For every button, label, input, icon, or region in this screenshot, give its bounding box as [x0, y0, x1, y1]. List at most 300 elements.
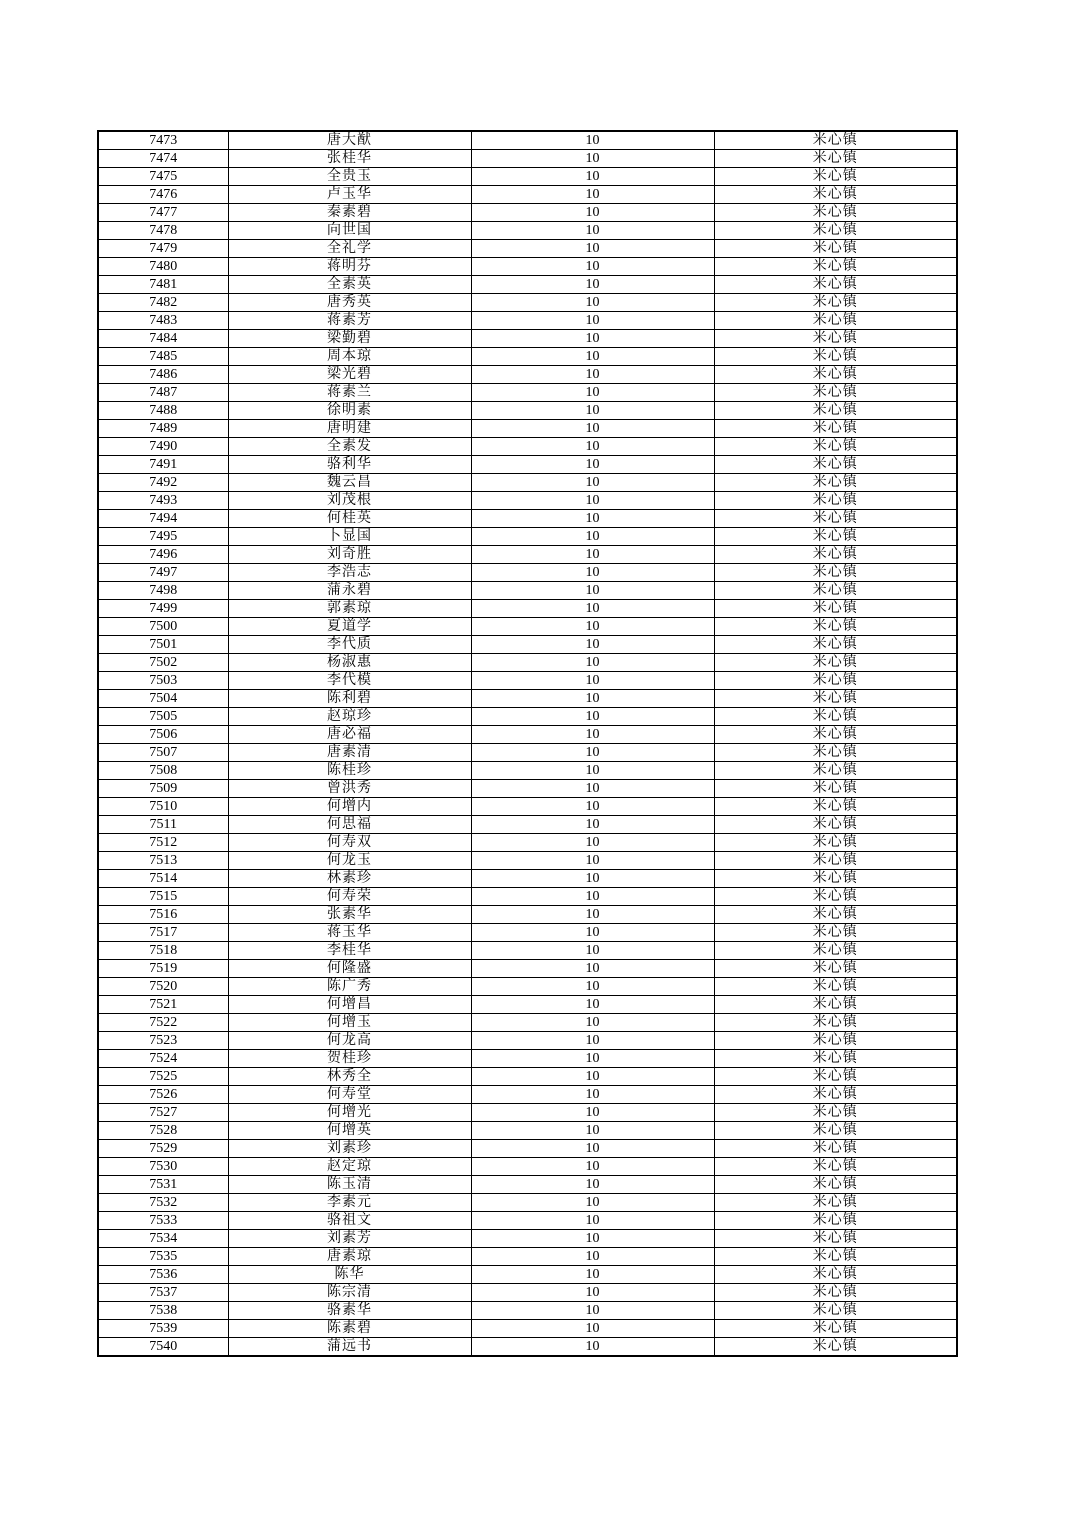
table-row: [98, 420, 957, 438]
town-cell: 米心镇: [714, 1140, 957, 1158]
name-cell: 卜显国: [228, 528, 471, 546]
amount-cell: 10: [471, 582, 714, 600]
name-cell: 何寿堂: [228, 1086, 471, 1104]
table-row: [98, 798, 957, 816]
table-row: [98, 240, 957, 258]
table-row: [98, 348, 957, 366]
amount-cell: 10: [471, 546, 714, 564]
amount-cell: 10: [471, 1104, 714, 1122]
town-cell: 米心镇: [714, 348, 957, 366]
amount-cell: 10: [471, 888, 714, 906]
town-cell: 米心镇: [714, 960, 957, 978]
table-row: [98, 780, 957, 798]
row-number-cell: 7504: [98, 690, 228, 708]
name-cell: 刘茂根: [228, 492, 471, 510]
row-number-cell: 7523: [98, 1032, 228, 1050]
amount-cell: 10: [471, 996, 714, 1014]
town-cell: 米心镇: [714, 131, 957, 150]
row-number-cell: 7484: [98, 330, 228, 348]
amount-cell: 10: [471, 276, 714, 294]
name-cell: 刘素珍: [228, 1140, 471, 1158]
row-number-cell: 7515: [98, 888, 228, 906]
amount-cell: 10: [471, 1212, 714, 1230]
row-number-cell: 7511: [98, 816, 228, 834]
amount-cell: 10: [471, 942, 714, 960]
name-cell: 刘奇胜: [228, 546, 471, 564]
name-cell: 张桂华: [228, 150, 471, 168]
name-cell: 何增昌: [228, 996, 471, 1014]
amount-cell: 10: [471, 1140, 714, 1158]
name-cell: 何桂英: [228, 510, 471, 528]
name-cell: 何寿双: [228, 834, 471, 852]
town-cell: 米心镇: [714, 240, 957, 258]
amount-cell: 10: [471, 780, 714, 798]
row-number-cell: 7516: [98, 906, 228, 924]
town-cell: 米心镇: [714, 420, 957, 438]
table-row: [98, 672, 957, 690]
table-row: [98, 1320, 957, 1338]
table-row: [98, 1302, 957, 1320]
name-cell: 骆素华: [228, 1302, 471, 1320]
row-number-cell: 7490: [98, 438, 228, 456]
name-cell: 魏云昌: [228, 474, 471, 492]
town-cell: 米心镇: [714, 744, 957, 762]
amount-cell: 10: [471, 636, 714, 654]
town-cell: 米心镇: [714, 780, 957, 798]
name-cell: 李代模: [228, 672, 471, 690]
amount-cell: 10: [471, 402, 714, 420]
amount-cell: 10: [471, 1086, 714, 1104]
row-number-cell: 7492: [98, 474, 228, 492]
town-cell: 米心镇: [714, 834, 957, 852]
table-row: [98, 1194, 957, 1212]
table-row: [98, 1104, 957, 1122]
table-row: [98, 438, 957, 456]
town-cell: 米心镇: [714, 1068, 957, 1086]
amount-cell: 10: [471, 312, 714, 330]
amount-cell: 10: [471, 978, 714, 996]
table-row: [98, 510, 957, 528]
name-cell: 李浩志: [228, 564, 471, 582]
amount-cell: 10: [471, 672, 714, 690]
amount-cell: 10: [471, 924, 714, 942]
table-row: [98, 726, 957, 744]
town-cell: 米心镇: [714, 1122, 957, 1140]
row-number-cell: 7507: [98, 744, 228, 762]
row-number-cell: 7503: [98, 672, 228, 690]
name-cell: 李代质: [228, 636, 471, 654]
table-row: [98, 816, 957, 834]
name-cell: 何龙玉: [228, 852, 471, 870]
table-row: [98, 960, 957, 978]
town-cell: 米心镇: [714, 636, 957, 654]
name-cell: 陈华: [228, 1266, 471, 1284]
town-cell: 米心镇: [714, 150, 957, 168]
table-row: [98, 456, 957, 474]
table-row: [98, 1140, 957, 1158]
table-row: [98, 1338, 957, 1357]
town-cell: 米心镇: [714, 906, 957, 924]
row-number-cell: 7517: [98, 924, 228, 942]
amount-cell: 10: [471, 1266, 714, 1284]
row-number-cell: 7483: [98, 312, 228, 330]
town-cell: 米心镇: [714, 672, 957, 690]
town-cell: 米心镇: [714, 456, 957, 474]
amount-cell: 10: [471, 762, 714, 780]
name-cell: 陈广秀: [228, 978, 471, 996]
amount-cell: 10: [471, 834, 714, 852]
town-cell: 米心镇: [714, 600, 957, 618]
amount-cell: 10: [471, 1248, 714, 1266]
row-number-cell: 7485: [98, 348, 228, 366]
row-number-cell: 7497: [98, 564, 228, 582]
town-cell: 米心镇: [714, 546, 957, 564]
table-row: [98, 888, 957, 906]
row-number-cell: 7506: [98, 726, 228, 744]
row-number-cell: 7531: [98, 1176, 228, 1194]
table-row: [98, 1176, 957, 1194]
name-cell: 全贵玉: [228, 168, 471, 186]
amount-cell: 10: [471, 744, 714, 762]
town-cell: 米心镇: [714, 1176, 957, 1194]
table-row: [98, 474, 957, 492]
amount-cell: 10: [471, 870, 714, 888]
row-number-cell: 7522: [98, 1014, 228, 1032]
name-cell: 蒋素芳: [228, 312, 471, 330]
town-cell: 米心镇: [714, 618, 957, 636]
table-row: [98, 222, 957, 240]
town-cell: 米心镇: [714, 384, 957, 402]
table-row: [98, 1086, 957, 1104]
table-row: [98, 708, 957, 726]
amount-cell: 10: [471, 240, 714, 258]
town-cell: 米心镇: [714, 1014, 957, 1032]
town-cell: 米心镇: [714, 330, 957, 348]
row-number-cell: 7479: [98, 240, 228, 258]
table-row: [98, 870, 957, 888]
name-cell: 蒲永碧: [228, 582, 471, 600]
town-cell: 米心镇: [714, 222, 957, 240]
town-cell: 米心镇: [714, 168, 957, 186]
row-number-cell: 7528: [98, 1122, 228, 1140]
amount-cell: 10: [471, 1068, 714, 1086]
town-cell: 米心镇: [714, 816, 957, 834]
row-number-cell: 7477: [98, 204, 228, 222]
row-number-cell: 7518: [98, 942, 228, 960]
row-number-cell: 7538: [98, 1302, 228, 1320]
row-number-cell: 7481: [98, 276, 228, 294]
amount-cell: 10: [471, 131, 714, 150]
row-number-cell: 7509: [98, 780, 228, 798]
amount-cell: 10: [471, 600, 714, 618]
name-cell: 秦素碧: [228, 204, 471, 222]
table-row: [98, 258, 957, 276]
name-cell: 全素发: [228, 438, 471, 456]
row-number-cell: 7536: [98, 1266, 228, 1284]
town-cell: 米心镇: [714, 1320, 957, 1338]
table-row: [98, 600, 957, 618]
amount-cell: 10: [471, 798, 714, 816]
name-cell: 何增光: [228, 1104, 471, 1122]
amount-cell: 10: [471, 510, 714, 528]
town-cell: 米心镇: [714, 204, 957, 222]
town-cell: 米心镇: [714, 1194, 957, 1212]
town-cell: 米心镇: [714, 510, 957, 528]
table-row: [98, 186, 957, 204]
amount-cell: 10: [471, 492, 714, 510]
name-cell: 李素元: [228, 1194, 471, 1212]
amount-cell: 10: [471, 906, 714, 924]
name-cell: 林秀全: [228, 1068, 471, 1086]
amount-cell: 10: [471, 1158, 714, 1176]
row-number-cell: 7540: [98, 1338, 228, 1357]
row-number-cell: 7521: [98, 996, 228, 1014]
amount-cell: 10: [471, 150, 714, 168]
name-cell: 蒋玉华: [228, 924, 471, 942]
row-number-cell: 7473: [98, 131, 228, 150]
town-cell: 米心镇: [714, 1230, 957, 1248]
amount-cell: 10: [471, 420, 714, 438]
row-number-cell: 7482: [98, 294, 228, 312]
name-cell: 何增玉: [228, 1014, 471, 1032]
name-cell: 全素英: [228, 276, 471, 294]
name-cell: 徐明素: [228, 402, 471, 420]
amount-cell: 10: [471, 1194, 714, 1212]
table-row: [98, 924, 957, 942]
town-cell: 米心镇: [714, 852, 957, 870]
row-number-cell: 7480: [98, 258, 228, 276]
table-row: [98, 150, 957, 168]
name-cell: 何增英: [228, 1122, 471, 1140]
row-number-cell: 7491: [98, 456, 228, 474]
table-row: [98, 384, 957, 402]
table-row: [98, 1266, 957, 1284]
amount-cell: 10: [471, 1302, 714, 1320]
table-row: [98, 1014, 957, 1032]
table-row: [98, 1248, 957, 1266]
town-cell: 米心镇: [714, 276, 957, 294]
table-row: [98, 744, 957, 762]
amount-cell: 10: [471, 348, 714, 366]
amount-cell: 10: [471, 1338, 714, 1357]
name-cell: 郭素琼: [228, 600, 471, 618]
amount-cell: 10: [471, 384, 714, 402]
table-row: [98, 168, 957, 186]
row-number-cell: 7539: [98, 1320, 228, 1338]
town-cell: 米心镇: [714, 492, 957, 510]
row-number-cell: 7534: [98, 1230, 228, 1248]
amount-cell: 10: [471, 1320, 714, 1338]
town-cell: 米心镇: [714, 1050, 957, 1068]
amount-cell: 10: [471, 258, 714, 276]
row-number-cell: 7530: [98, 1158, 228, 1176]
table-row: [98, 1230, 957, 1248]
table-row: [98, 1158, 957, 1176]
table-row: [98, 834, 957, 852]
table-row: [98, 942, 957, 960]
name-cell: 陈素碧: [228, 1320, 471, 1338]
town-cell: 米心镇: [714, 258, 957, 276]
town-cell: 米心镇: [714, 564, 957, 582]
name-cell: 蒋明芬: [228, 258, 471, 276]
amount-cell: 10: [471, 1284, 714, 1302]
table-row: [98, 402, 957, 420]
name-cell: 唐明建: [228, 420, 471, 438]
amount-cell: 10: [471, 222, 714, 240]
town-cell: 米心镇: [714, 186, 957, 204]
table-row: [98, 1284, 957, 1302]
amount-cell: 10: [471, 960, 714, 978]
row-number-cell: 7493: [98, 492, 228, 510]
amount-cell: 10: [471, 474, 714, 492]
name-cell: 何寿荣: [228, 888, 471, 906]
table-row: [98, 546, 957, 564]
amount-cell: 10: [471, 708, 714, 726]
name-cell: 赵琼珍: [228, 708, 471, 726]
table-row: [98, 366, 957, 384]
row-number-cell: 7529: [98, 1140, 228, 1158]
table-row: [98, 1068, 957, 1086]
roster-table: [97, 130, 958, 1357]
name-cell: 梁勤碧: [228, 330, 471, 348]
name-cell: 骆祖文: [228, 1212, 471, 1230]
town-cell: 米心镇: [714, 1266, 957, 1284]
name-cell: 陈桂珍: [228, 762, 471, 780]
name-cell: 张素华: [228, 906, 471, 924]
row-number-cell: 7505: [98, 708, 228, 726]
name-cell: 向世国: [228, 222, 471, 240]
table-row: [98, 1122, 957, 1140]
amount-cell: 10: [471, 204, 714, 222]
row-number-cell: 7537: [98, 1284, 228, 1302]
town-cell: 米心镇: [714, 996, 957, 1014]
table-row: [98, 762, 957, 780]
table-row: [98, 330, 957, 348]
amount-cell: 10: [471, 690, 714, 708]
name-cell: 周本琼: [228, 348, 471, 366]
amount-cell: 10: [471, 1176, 714, 1194]
town-cell: 米心镇: [714, 1338, 957, 1357]
amount-cell: 10: [471, 294, 714, 312]
name-cell: 唐素琼: [228, 1248, 471, 1266]
table-row: [98, 312, 957, 330]
table-row: [98, 636, 957, 654]
name-cell: 蒋素兰: [228, 384, 471, 402]
table-row: [98, 276, 957, 294]
row-number-cell: 7474: [98, 150, 228, 168]
name-cell: 蒲远书: [228, 1338, 471, 1357]
town-cell: 米心镇: [714, 708, 957, 726]
name-cell: 贺桂珍: [228, 1050, 471, 1068]
amount-cell: 10: [471, 816, 714, 834]
town-cell: 米心镇: [714, 438, 957, 456]
name-cell: 刘素芳: [228, 1230, 471, 1248]
name-cell: 唐必福: [228, 726, 471, 744]
name-cell: 唐秀英: [228, 294, 471, 312]
town-cell: 米心镇: [714, 294, 957, 312]
town-cell: 米心镇: [714, 528, 957, 546]
name-cell: 唐素清: [228, 744, 471, 762]
row-number-cell: 7526: [98, 1086, 228, 1104]
row-number-cell: 7514: [98, 870, 228, 888]
town-cell: 米心镇: [714, 1212, 957, 1230]
table-row: [98, 204, 957, 222]
row-number-cell: 7499: [98, 600, 228, 618]
amount-cell: 10: [471, 168, 714, 186]
table-row: [98, 564, 957, 582]
name-cell: 杨淑惠: [228, 654, 471, 672]
amount-cell: 10: [471, 528, 714, 546]
row-number-cell: 7535: [98, 1248, 228, 1266]
row-number-cell: 7527: [98, 1104, 228, 1122]
amount-cell: 10: [471, 852, 714, 870]
name-cell: 曾洪秀: [228, 780, 471, 798]
town-cell: 米心镇: [714, 582, 957, 600]
amount-cell: 10: [471, 438, 714, 456]
row-number-cell: 7498: [98, 582, 228, 600]
name-cell: 林素珍: [228, 870, 471, 888]
name-cell: 梁光碧: [228, 366, 471, 384]
town-cell: 米心镇: [714, 1158, 957, 1176]
table-row: [98, 654, 957, 672]
town-cell: 米心镇: [714, 1086, 957, 1104]
town-cell: 米心镇: [714, 474, 957, 492]
town-cell: 米心镇: [714, 312, 957, 330]
row-number-cell: 7500: [98, 618, 228, 636]
table-row: [98, 582, 957, 600]
amount-cell: 10: [471, 186, 714, 204]
name-cell: 骆利华: [228, 456, 471, 474]
row-number-cell: 7488: [98, 402, 228, 420]
table-row: [98, 906, 957, 924]
table-row: [98, 618, 957, 636]
row-number-cell: 7525: [98, 1068, 228, 1086]
row-number-cell: 7489: [98, 420, 228, 438]
name-cell: 何思福: [228, 816, 471, 834]
town-cell: 米心镇: [714, 978, 957, 996]
amount-cell: 10: [471, 1032, 714, 1050]
town-cell: 米心镇: [714, 726, 957, 744]
row-number-cell: 7524: [98, 1050, 228, 1068]
table-row: [98, 131, 957, 150]
table-row: [98, 1050, 957, 1068]
row-number-cell: 7502: [98, 654, 228, 672]
row-number-cell: 7495: [98, 528, 228, 546]
town-cell: 米心镇: [714, 1248, 957, 1266]
row-number-cell: 7519: [98, 960, 228, 978]
name-cell: 何龙高: [228, 1032, 471, 1050]
table-row: [98, 978, 957, 996]
town-cell: 米心镇: [714, 870, 957, 888]
amount-cell: 10: [471, 618, 714, 636]
amount-cell: 10: [471, 330, 714, 348]
name-cell: 卢玉华: [228, 186, 471, 204]
row-number-cell: 7533: [98, 1212, 228, 1230]
row-number-cell: 7508: [98, 762, 228, 780]
name-cell: 何隆盛: [228, 960, 471, 978]
table-row: [98, 528, 957, 546]
town-cell: 米心镇: [714, 942, 957, 960]
town-cell: 米心镇: [714, 402, 957, 420]
row-number-cell: 7501: [98, 636, 228, 654]
amount-cell: 10: [471, 1230, 714, 1248]
row-number-cell: 7494: [98, 510, 228, 528]
name-cell: 陈利碧: [228, 690, 471, 708]
row-number-cell: 7476: [98, 186, 228, 204]
table-row: [98, 996, 957, 1014]
row-number-cell: 7520: [98, 978, 228, 996]
roster-table-body: [98, 131, 957, 1356]
